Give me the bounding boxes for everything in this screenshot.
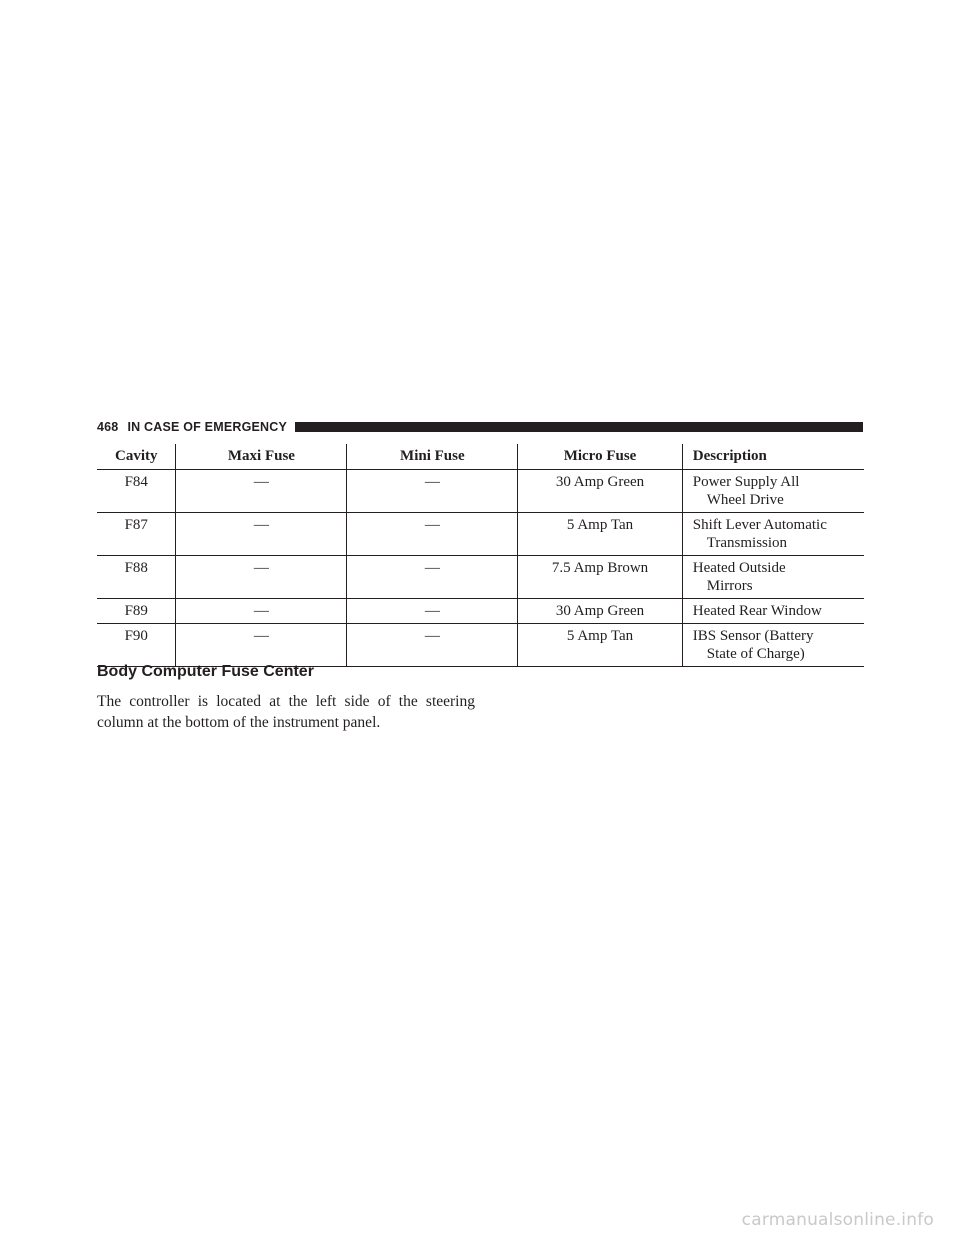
cavity-cell: F89 [97,599,176,624]
mini-fuse-cell: — [347,556,518,599]
description-line: State of Charge) [706,646,805,662]
maxi-fuse-cell: — [176,556,347,599]
fuse-table [97,444,864,667]
maxi-fuse-cell: — [176,624,347,667]
description-cell [682,556,864,599]
section-title: IN CASE OF EMERGENCY [127,420,288,434]
cavity-cell: F90 [97,624,176,667]
description-cell [682,599,864,624]
micro-fuse-cell: 5 Amp Tan [518,624,682,667]
maxi-fuse-cell: — [176,470,347,513]
description-line: Shift Lever Automatic [692,517,827,533]
mini-fuse-cell: — [347,599,518,624]
description-cell [682,470,864,513]
table-row [97,513,864,556]
table-row [97,470,864,513]
table-row [97,624,864,667]
micro-fuse-cell: 5 Amp Tan [518,513,682,556]
column-header-cavity: Cavity [97,444,176,470]
watermark: carmanualsonline.info [741,1210,934,1230]
mini-fuse-cell: — [347,470,518,513]
column-header-maxi-fuse: Maxi Fuse [176,444,347,470]
body-paragraph: The controller is located at the left side of the steering column at the bottom of the instrument panel. [97,693,475,731]
mini-fuse-cell: — [347,624,518,667]
description-line: Heated Rear Window [692,603,822,619]
page-number: 468 [97,420,119,434]
page-header [97,419,863,435]
micro-fuse-cell: 7.5 Amp Brown [518,556,682,599]
table-row [97,556,864,599]
header-rule [295,422,863,432]
description-line: Power Supply All [692,474,800,490]
description-cell [682,513,864,556]
mini-fuse-cell: — [347,513,518,556]
description-line: Transmission [706,535,788,551]
description-cell [682,624,864,667]
micro-fuse-cell: 30 Amp Green [518,599,682,624]
cavity-cell: F84 [97,470,176,513]
section-heading: Body Computer Fuse Center [97,663,314,680]
description-line: Heated Outside [692,560,786,576]
column-header-micro-fuse: Micro Fuse [518,444,682,470]
cavity-cell: F87 [97,513,176,556]
table-row [97,599,864,624]
micro-fuse-cell: 30 Amp Green [518,470,682,513]
description-line: IBS Sensor (Battery [692,628,814,644]
column-header-mini-fuse: Mini Fuse [347,444,518,470]
maxi-fuse-cell: — [176,513,347,556]
maxi-fuse-cell: — [176,599,347,624]
table-header-row [97,444,864,470]
description-line: Mirrors [706,578,753,594]
description-line: Wheel Drive [706,492,784,508]
column-header-description: Description [682,444,864,470]
cavity-cell: F88 [97,556,176,599]
